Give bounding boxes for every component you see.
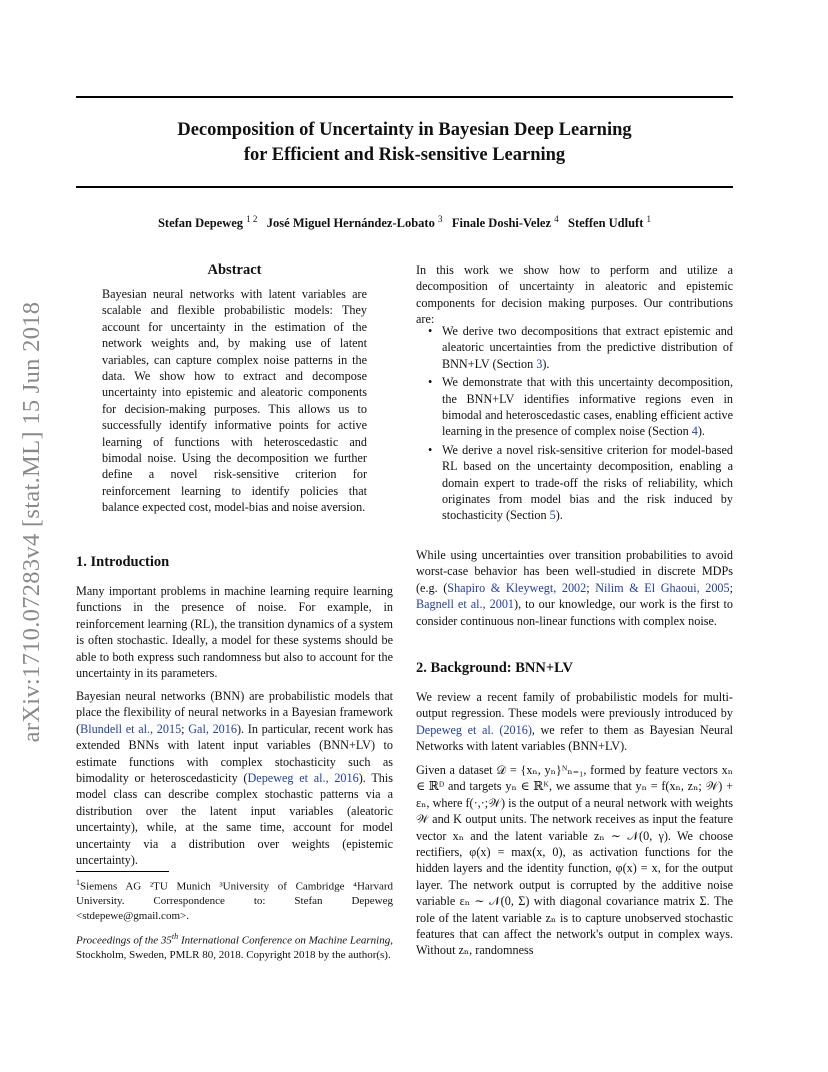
citation-link[interactable]: Depeweg et al., 2016	[247, 771, 359, 786]
abstract-heading: Abstract	[207, 262, 262, 278]
arxiv-stamp	[17, 282, 47, 762]
footnote-proceedings	[76, 930, 393, 963]
text-run: , we refer to them as Bayesian Neural Networks with latent variables (BNN+LV).	[416, 722, 733, 754]
citation-link[interactable]: Depeweg et al. (2016)	[416, 722, 532, 737]
footnote-text: Siemens AG ²TU Munich ³University of Cambridge ⁴Harvard University. Correspondence to: Stefan Depeweg <stdepewe@gmail.com>.	[76, 880, 393, 922]
citation-link[interactable]: Nilim & El Ghaoui, 2005	[595, 580, 730, 595]
list-item-text: ).	[697, 424, 705, 439]
citation-link[interactable]: Shapiro & Kleywegt, 2002	[447, 580, 587, 595]
text-run: Bayesian neural networks (BNN) are probabilistic models that place the flexibility of neural networks in a Bayesian framework (	[76, 689, 393, 736]
list-item-text: ).	[555, 508, 563, 523]
list-item-text: We derive a novel risk-sensitive criterion for model-based RL based on the uncertainty decomposition, enabling a domain expert to trade-off the risks of reliability, which originates from model bias and the risk induced by stochasticity (Section	[442, 442, 733, 523]
author-name: José Miguel Hernández-Lobato	[266, 216, 435, 231]
list-item	[416, 323, 733, 372]
arxiv-stamp-text: arXiv:1710.07283v4 [stat.ML] 15 Jun 2018	[18, 301, 45, 743]
author-affiliation: 3	[437, 214, 443, 224]
abstract-text: Bayesian neural networks with latent variables are scalable and flexible probabilistic models: They account for uncertainty in the estimation of the network weights and, by making use of latent variables, can capture complex noise patterns in the data. We show how to extract and decompose uncertainty into epistemic and aleatoric components for decision-making purposes. This allows us to successfully identify informative points for active learning of functions with heteroscedastic and bimodal noise. Using the decomposition we further define a novel risk-sensitive criterion for reinforcement learning to identify policies that balance expected cost, model-bias and noise aversion.	[102, 287, 367, 515]
citation-link[interactable]: Bagnell et al., 2001	[416, 597, 515, 612]
author-affiliation: 4	[554, 214, 559, 224]
text-run: ;	[181, 721, 189, 736]
text-run: ), to our knowledge, our work is the first to consider continuous non-linear functions with complex noise.	[416, 597, 733, 628]
paper-title	[76, 118, 733, 168]
citation-link[interactable]: Blundell et al., 2015	[80, 721, 182, 736]
author-name: Finale Doshi-Velez	[451, 216, 552, 231]
author-name: Steffen Udluft	[568, 216, 644, 231]
title-line-2: for Efficient and Risk-sensitive Learning	[243, 145, 566, 165]
text-run: ). In particular, recent work has extended BNNs with latent input variables (BNN+LV) to estimate functions with complex stochasticity such as bimodality or heteroscedasticity (	[76, 721, 393, 786]
author-list	[76, 214, 733, 231]
proceedings-text: International Conference on Machine Learning	[178, 934, 391, 947]
section-link[interactable]: 4	[691, 424, 698, 439]
list-item-text: ).	[542, 356, 550, 371]
list-item-text: We demonstrate that with this uncertainty decomposition, the BNN+LV identifies informative regions even in bimodal and heteroscedastic cases, enabling efficient active learning in the presence of complex noise (Section	[442, 375, 733, 439]
proceedings-text: , Stockholm, Sweden, PMLR 80, 2018. Copyright 2018 by the author(s).	[76, 934, 393, 962]
list-item	[416, 442, 733, 524]
intro-paragraph-1: Many important problems in machine learning require learning functions in the presence of noise. For example, in reinforcement learning (RL), the transition dynamics of a system is often stochastic. Ideally, a model for these systems should be able to both express such randomness but also to account for the uncertainty in its parameters.	[76, 584, 393, 681]
text-run: While using uncertainties over transition probabilities to avoid worst-case behavior has been well-studied in discrete MDPs (e.g. (	[416, 548, 733, 595]
author-affiliation: 1	[646, 214, 651, 224]
intro-paragraph-2	[76, 688, 393, 868]
author-affiliation: 1 2	[246, 214, 258, 224]
bottom-rule	[76, 186, 733, 188]
background-paragraph-2: Given a dataset 𝒟 = {xₙ, yₙ}ᴺₙ₌₁, formed by feature vectors xₙ ∈ ℝᴰ and targets yₙ ∈ ℝᴷ, we assume that yₙ = f(xₙ, zₙ; 𝒲) + εₙ, where f(·,·;𝒲) is the output of a neural network with weights 𝒲 and K output units. The network receives as input the feature vector xₙ and the latent variable zₙ ∼ 𝒩(0, γ). We choose rectifiers, φ(x) = max(x, 0), as activation functions for the hidden layers and the identity function, φ(x) = x, for the output layer. The network output is corrupted by the additive noise variable εₙ ∼ 𝒩(0, Σ) with diagonal covariance matrix Σ. The role of the latent variable zₙ is to capture unobserved stochastic features that can affect the network's output in complex ways. Without zₙ, randomness	[416, 763, 733, 958]
footnote-affiliations: $^1$Siemens AG ²TU Munich ³University of Cambridge ⁴Harvard University. Correspondence to: Stefan Depeweg <stdepewe@gmail.com>.	[76, 878, 393, 922]
list-item-text: We derive two decompositions that extract epistemic and aleatoric uncertainties from the predictive distribution of BNN+LV (Section	[442, 324, 733, 371]
text-run: We review a recent family of probabilistic models for multi-output regression. These models were previously introduced by	[416, 690, 733, 721]
contribution-list	[416, 323, 733, 526]
related-work-paragraph	[416, 547, 733, 629]
background-paragraph-1	[416, 689, 733, 755]
proceedings-text: Proceedings of the 35	[76, 934, 172, 947]
list-item	[416, 374, 733, 440]
top-rule	[76, 96, 733, 98]
title-line-1: Decomposition of Uncertainty in Bayesian Deep Learning	[177, 120, 632, 140]
section-link[interactable]: 3	[536, 356, 543, 371]
proceedings-sup: th	[171, 932, 179, 941]
background-heading: 2. Background: BNN+LV	[416, 660, 573, 676]
author-name: Stefan Depeweg	[157, 216, 244, 231]
citation-link[interactable]: Gal, 2016	[188, 721, 237, 736]
footnote-rule	[76, 871, 169, 872]
text-run: ). This model class can describe complex stochastic patterns via a distribution over the latent input variables (aleatoric uncertainty), while, at the same time, account for model uncertainty via a distribution over weights (epistemic uncertainty).	[76, 771, 393, 868]
section-link[interactable]: 5	[549, 508, 556, 523]
text-run: ;	[586, 580, 596, 595]
text-run: ;	[729, 580, 733, 595]
contrib-intro: In this work we show how to perform and utilize a decomposition of uncertainty in aleatoric and epistemic components for decision making purposes. Our contributions are:	[416, 263, 733, 327]
intro-heading: 1. Introduction	[76, 554, 170, 570]
